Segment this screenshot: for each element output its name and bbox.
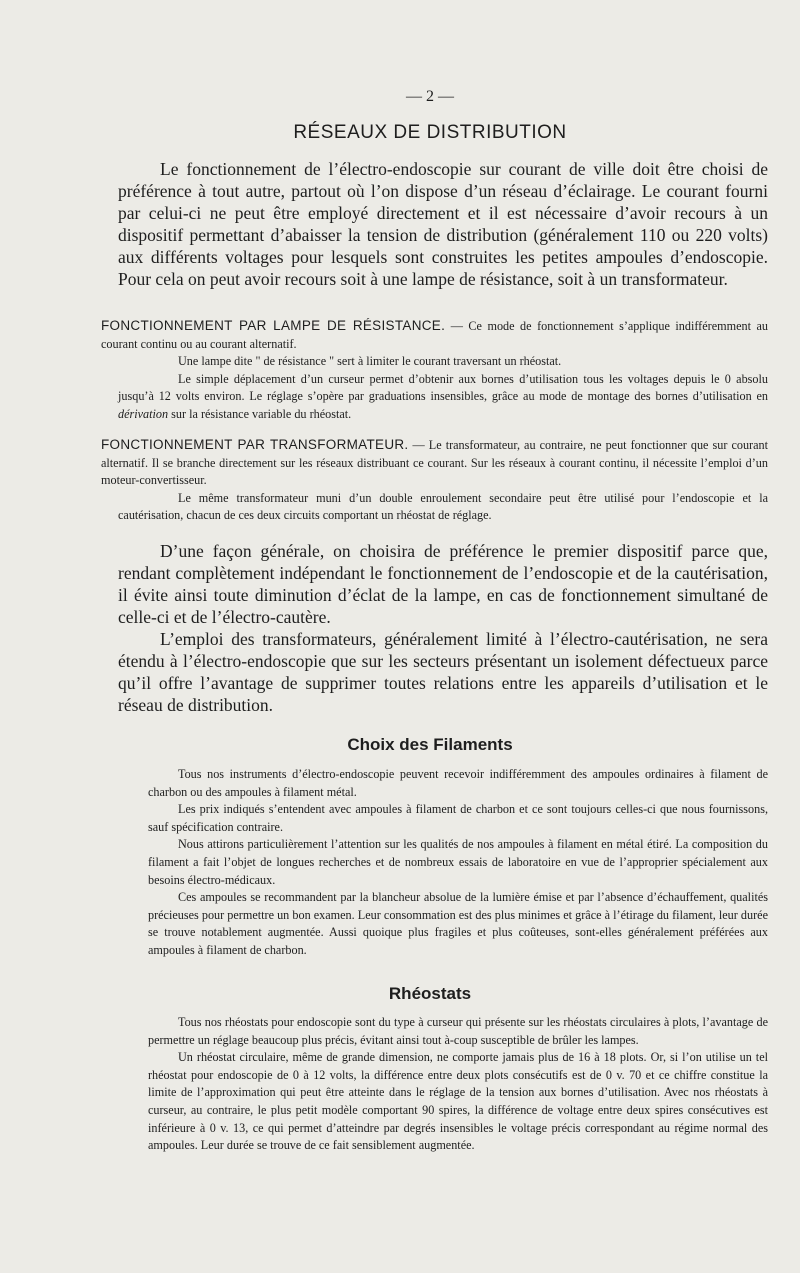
page-number: — 2 — <box>406 88 454 105</box>
rheostats-paragraph-1: Tous nos rhéostats pour endoscopie sont du type à curseur qui présente sur les rhéostats circulaires à plots, l’avantage de permettre un réglage beaucoup plus précis, évitant ainsi tout à-coup susceptible de brûler les lampes. <box>148 1015 768 1047</box>
page-title: RÉSEAUX DE DISTRIBUTION <box>293 122 567 143</box>
filaments-paragraph-1: Tous nos instruments d’électro-endoscopie peuvent recevoir indifféremment des ampoules ordinaires à filament de charbon ou des ampoules à filament métal. <box>148 767 768 799</box>
transfo-lead-paragraph <box>101 436 768 490</box>
intro-block <box>118 158 768 290</box>
lamp-p2-text: Le simple déplacement d’un curseur permet d’obtenir aux bornes d’utilisation tous les voltages depuis le 0 absolu jusqu’à 12 volts environ. Le réglage s’opère par graduations insensibles, grâce au mode de montage des bornes d’utilisation en <box>118 371 768 404</box>
filaments-paragraph-4: Ces ampoules se recommandent par la blancheur absolue de la lumière émise et par l’absence d’échauffement, qualités précieuses pour permettre un bon examen. Leur consommation est des plus minimes et grâce à l’étirage du filament, leur durée se trouve notablement augmentée. Aussi quoique plus fragiles et plus coûteuses, sont-elles généralement préférées aux ampoules à filament de charbon. <box>148 890 768 957</box>
lamp-p2-tail: sur la résistance variable du rhéostat. <box>168 406 352 421</box>
general-paragraph-2: L’emploi des transformateurs, généralement limité à l’électro-cautérisation, ne sera étendu à l’électro-endoscopie que sur les secteurs présentant un isolement défectueux parce qu’il offre l’avantage de supprimer toutes relations entre les appareils d’utilisation et le réseau de distribution. <box>118 629 768 715</box>
rheostats-heading: Rhéostats <box>388 984 472 1003</box>
rheostats-paragraph-2: Un rhéostat circulaire, même de grande dimension, ne comporte jamais plus de 16 à 18 plots. Or, si l’on utilise un tel rhéostat pour endoscopie de 0 à 12 volts, la différence entre deux plots consécutifs est de 0 v. 70 et ce chiffre constitue la limite de l’approximation qui peut être atteinte dans le réglage de la tension aux bornes d’utilisation. Avec nos rhéostats à curseur, au contraire, le plus petit modèle comportant 90 spires, la différence de voltage entre deux spires consécutives est inférieure à 0 v. 13, ce qui permet d’atteindre par degrés insensibles le voltage précis correspondant au régime normal des ampoules. Leur durée se trouve de ce fait sensiblement augmentée. <box>148 1050 768 1153</box>
intro-paragraph: Le fonctionnement de l’électro-endoscopie sur courant de ville doit être choisi de préférence à tout autre, partout où l’on dispose d’un réseau d’éclairage. Le courant fourni par celui-ci ne peut être employé directement et il est nécessaire d’avoir recours à un dispositif permettant d’abaisser la tension de distribution (généralement 110 ou 220 volts) aux différents voltages pour lesquels sont construites les petites ampoules d’endoscopie. Pour cela on peut avoir recours soit à une lampe de résistance, soit à un transformateur. <box>118 159 768 289</box>
general-paragraph-1: D’une façon générale, on choisira de préférence le premier dispositif parce que, rendant complètement indépendant le fonctionnement de l’endoscopie et de la cautérisation, il évite ainsi toute diminution d’éclat de la lampe, en cas de fonctionnement simultané de celle-ci et de l’électro-cautère. <box>118 541 768 627</box>
transfo-heading: FONCTIONNEMENT PAR TRANSFORMATEUR. <box>101 437 409 452</box>
filaments-block <box>148 766 768 960</box>
filaments-paragraph-3: Nous attirons particulièrement l’attention sur les qualités de nos ampoules à filament en métal étiré. La composition du filament a fait l’objet de longues recherches et de nombreux essais de laboratoire en vue de l’approprier spécialement aux besoins électro-médicaux. <box>148 837 768 887</box>
transfo-paragraph-1: Le même transformateur muni d’un double enroulement secondaire peut être utilisé pour l’endoscopie et la cautérisation, chacun de ces deux circuits comportant un rhéostat de réglage. <box>118 490 768 523</box>
lamp-heading: FONCTIONNEMENT PAR LAMPE DE RÉSISTANCE. <box>101 318 446 333</box>
lamp-paragraph-2 <box>118 371 768 424</box>
transfo-lead: — Le transformateur, au contraire, ne peut fonctionner que sur courant alternatif. Il se branche directement sur les réseaux distribuant ce courant. Sur les réseaux à courant continu, il nécessite l’emploi d’un moteur-convertisseur. <box>101 438 768 488</box>
transfo-section <box>101 436 768 525</box>
rheostats-block <box>148 1014 768 1155</box>
filaments-heading: Choix des Filaments <box>347 735 513 754</box>
lamp-lead: — Ce mode de fonctionnement s’applique indifféremment au courant continu ou au courant alternatif. <box>101 319 768 351</box>
general-block <box>118 540 768 716</box>
derivation-term: dérivation <box>118 406 169 421</box>
lamp-section <box>101 317 768 424</box>
lamp-lead-paragraph <box>101 317 768 353</box>
filaments-paragraph-2: Les prix indiqués s’entendent avec ampoules à filament de charbon et ce sont toujours celles-ci que nous fournissons, sauf spécification contraire. <box>148 802 768 834</box>
lamp-paragraph-1: Une lampe dite " de résistance " sert à limiter le courant traversant un rhéostat. <box>178 354 562 369</box>
